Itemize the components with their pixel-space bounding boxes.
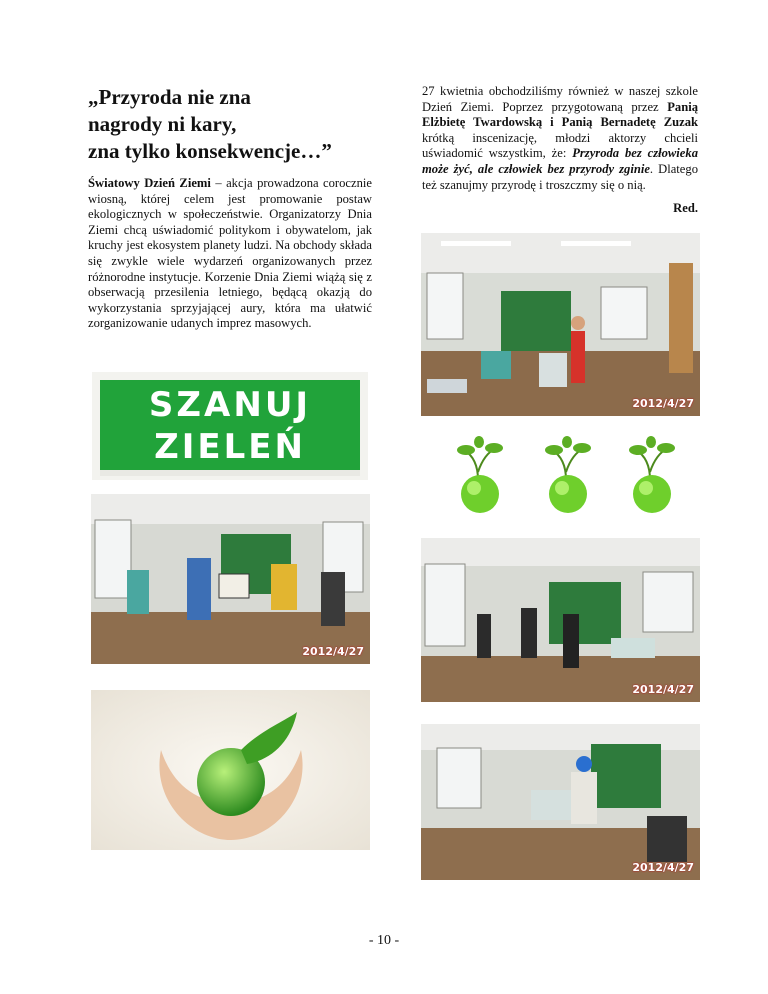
- event-text-3: . Dlatego też szanujmy przyrodę i troszczmy się o nią.: [422, 161, 698, 192]
- signature: Red.: [673, 201, 698, 215]
- title-line-2: nagrody ni kary,: [88, 112, 237, 136]
- intro-text: – akcja prowadzona corocznie wiosną, której celem jest promowanie postaw ekologicznych w społeczeństwie. Organizatorzy Dnia Ziemi chcą uświadomić politykom i obywatelom, jak kruchy jest ekosystem planety ludzi. Na obchody składa się zwykle wiele wydarzeń organizowanych przez różnorodne instytucje. Korzenie Dnia Ziemi wiążą się z obserwacją przesilenia letniego, będącą okazją do wykorzystania sprzyjającej aury, która ma ułatwić zorganizowanie udanych imprez masowych.: [88, 176, 372, 331]
- photo-stage-3: [421, 538, 700, 702]
- photo-stage-2: [91, 494, 370, 664]
- teachers-names: Panią Elżbietę Twardowską i Panią Bernadetę Zuzak: [422, 99, 698, 130]
- page-number: - 10 -: [368, 933, 400, 948]
- globe-icon: [545, 436, 591, 513]
- title-line-1: „Przyroda nie zna: [88, 85, 251, 109]
- photo-date-stamp: 2012/4/27: [632, 861, 694, 874]
- globe-icon: [629, 436, 675, 513]
- event-text-1: 27 kwietnia obchodziliśmy również w naszej szkole Dzień Ziemi. Poprzez przygotowaną przez: [422, 84, 698, 114]
- szanuj-zielen-sign: [92, 372, 368, 480]
- title-line-3: zna tylko konsekwencje…”: [88, 139, 332, 163]
- globe-icon: [457, 436, 503, 513]
- photo-stage-1: [421, 233, 700, 416]
- sign-line-2: ZIELEŃ: [154, 427, 306, 467]
- globe-seedlings-row: [448, 436, 698, 514]
- event-paragraph: [422, 84, 698, 193]
- photo-stage-4: [421, 724, 700, 880]
- hands-globe-image: [91, 690, 370, 850]
- sign-line-1: SZANUJ: [148, 385, 312, 425]
- photo-date-stamp: 2012/4/27: [302, 645, 364, 658]
- intro-bold: Światowy Dzień Ziemi: [88, 176, 211, 190]
- event-text-2: krótką inscenizację, młodzi aktorzy chcieli uświadomić wszystkim, że:: [422, 130, 698, 161]
- photo-date-stamp: 2012/4/27: [632, 683, 694, 696]
- photo-date-stamp: 2012/4/27: [632, 397, 694, 410]
- article-title: [88, 84, 388, 165]
- intro-paragraph: [88, 176, 372, 332]
- motto-quote: Przyroda bez człowieka może żyć, ale człowiek bez przyrody zginie: [422, 146, 698, 176]
